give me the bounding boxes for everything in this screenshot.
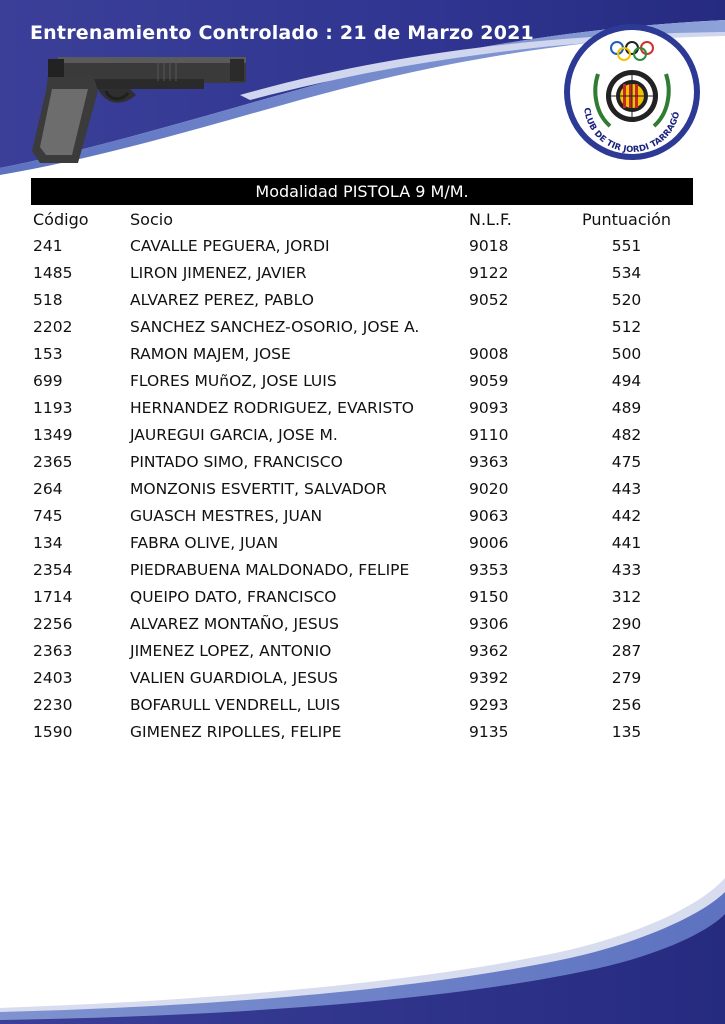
- cell-codigo: 2354: [33, 561, 73, 579]
- cell-socio: ALVAREZ PEREZ, PABLO: [130, 291, 314, 309]
- cell-codigo: 518: [33, 291, 63, 309]
- cell-codigo: 241: [33, 237, 63, 255]
- cell-nlf: 9392: [469, 669, 509, 687]
- cell-nlf: 9006: [469, 534, 509, 552]
- cell-puntuacion: 475: [611, 453, 642, 471]
- logo-text: CLUB DE TIR JORDI TARRAGÓ: [581, 106, 683, 156]
- cell-socio: HERNANDEZ RODRIGUEZ, EVARISTO: [130, 399, 415, 417]
- cell-puntuacion: 312: [611, 588, 642, 606]
- cell-puntuacion: 441: [611, 534, 642, 552]
- cell-codigo: 1349: [33, 426, 73, 444]
- cell-puntuacion: 290: [611, 615, 642, 633]
- section-title: Modalidad PISTOLA 9 M/M.: [31, 178, 693, 205]
- cell-puntuacion: 443: [611, 480, 642, 498]
- cell-nlf: 9293: [469, 696, 509, 714]
- table-row: [0, 530, 725, 557]
- table-row: [0, 314, 725, 341]
- cell-nlf: 9020: [469, 480, 509, 498]
- cell-nlf: 9093: [469, 399, 509, 417]
- cell-socio: QUEIPO DATO, FRANCISCO: [130, 588, 337, 606]
- cell-socio: PIEDRABUENA MALDONADO, FELIPE: [130, 561, 410, 579]
- table-row: [0, 368, 725, 395]
- table-row: [0, 395, 725, 422]
- cell-codigo: 2403: [33, 669, 73, 687]
- club-logo: [562, 22, 702, 162]
- cell-codigo: 2256: [33, 615, 73, 633]
- cell-nlf: 9363: [469, 453, 509, 471]
- cell-nlf: 9306: [469, 615, 509, 633]
- cell-nlf: 9122: [469, 264, 509, 282]
- table-row: [0, 422, 725, 449]
- cell-codigo: 134: [33, 534, 63, 552]
- cell-puntuacion: 442: [611, 507, 642, 525]
- table-row: [0, 719, 725, 746]
- cell-socio: RAMON MAJEM, JOSE: [130, 345, 291, 363]
- cell-nlf: 9353: [469, 561, 509, 579]
- cell-puntuacion: 287: [611, 642, 642, 660]
- cell-nlf: 9052: [469, 291, 509, 309]
- cell-socio: FLORES MUñOZ, JOSE LUIS: [130, 372, 337, 390]
- cell-nlf: 9362: [469, 642, 509, 660]
- cell-puntuacion: 489: [611, 399, 642, 417]
- table-row: [0, 287, 725, 314]
- cell-codigo: 2365: [33, 453, 73, 471]
- cell-nlf: 9063: [469, 507, 509, 525]
- table-row: [0, 233, 725, 260]
- cell-socio: CAVALLE PEGUERA, JORDI: [130, 237, 330, 255]
- table-body: [0, 233, 725, 746]
- cell-puntuacion: 279: [611, 669, 642, 687]
- table-row: [0, 476, 725, 503]
- cell-socio: FABRA OLIVE, JUAN: [130, 534, 279, 552]
- cell-nlf: 9135: [469, 723, 509, 741]
- cell-codigo: 1193: [33, 399, 73, 417]
- pistol-illustration: [18, 55, 248, 170]
- cell-codigo: 264: [33, 480, 63, 498]
- cell-puntuacion: 551: [611, 237, 642, 255]
- table-row: [0, 638, 725, 665]
- cell-nlf: 9110: [469, 426, 509, 444]
- cell-puntuacion: 433: [611, 561, 642, 579]
- column-header-codigo: Código: [33, 210, 89, 229]
- cell-nlf: 9008: [469, 345, 509, 363]
- cell-codigo: 2202: [33, 318, 73, 336]
- cell-codigo: 2230: [33, 696, 73, 714]
- table-row: [0, 665, 725, 692]
- table-row: [0, 611, 725, 638]
- table-row: [0, 449, 725, 476]
- table-row: [0, 557, 725, 584]
- table-header-row: [0, 206, 725, 233]
- column-header-socio: Socio: [130, 210, 173, 229]
- cell-codigo: 153: [33, 345, 63, 363]
- results-table: [0, 206, 725, 746]
- table-row: [0, 503, 725, 530]
- column-header-nlf: N.L.F.: [469, 210, 512, 229]
- table-row: [0, 692, 725, 719]
- cell-socio: VALIEN GUARDIOLA, JESUS: [130, 669, 339, 687]
- cell-puntuacion: 494: [611, 372, 642, 390]
- cell-socio: BOFARULL VENDRELL, LUIS: [130, 696, 341, 714]
- cell-socio: ALVAREZ MONTAÑO, JESUS: [130, 615, 339, 633]
- cell-codigo: 1714: [33, 588, 73, 606]
- cell-socio: SANCHEZ SANCHEZ-OSORIO, JOSE A.: [130, 318, 420, 336]
- cell-nlf: 9059: [469, 372, 509, 390]
- cell-codigo: 2363: [33, 642, 73, 660]
- cell-socio: GIMENEZ RIPOLLES, FELIPE: [130, 723, 342, 741]
- cell-puntuacion: 135: [611, 723, 642, 741]
- cell-codigo: 1485: [33, 264, 73, 282]
- cell-socio: JAUREGUI GARCIA, JOSE M.: [130, 426, 338, 444]
- cell-nlf: 9018: [469, 237, 509, 255]
- cell-puntuacion: 482: [611, 426, 642, 444]
- cell-socio: JIMENEZ LOPEZ, ANTONIO: [130, 642, 332, 660]
- cell-puntuacion: 512: [611, 318, 642, 336]
- page-title: Entrenamiento Controlado : 21 de Marzo 2021: [30, 22, 534, 44]
- cell-socio: PINTADO SIMO, FRANCISCO: [130, 453, 343, 471]
- cell-codigo: 1590: [33, 723, 73, 741]
- footer-wave-background: [0, 870, 725, 1024]
- cell-puntuacion: 534: [611, 264, 642, 282]
- table-row: [0, 260, 725, 287]
- cell-puntuacion: 520: [611, 291, 642, 309]
- cell-puntuacion: 500: [611, 345, 642, 363]
- table-row: [0, 341, 725, 368]
- cell-socio: GUASCH MESTRES, JUAN: [130, 507, 323, 525]
- cell-nlf: 9150: [469, 588, 509, 606]
- cell-socio: MONZONIS ESVERTIT, SALVADOR: [130, 480, 387, 498]
- cell-puntuacion: 256: [611, 696, 642, 714]
- cell-socio: LIRON JIMENEZ, JAVIER: [130, 264, 307, 282]
- column-header-puntuacion: Puntuación: [581, 210, 672, 229]
- table-row: [0, 584, 725, 611]
- cell-codigo: 699: [33, 372, 63, 390]
- cell-codigo: 745: [33, 507, 63, 525]
